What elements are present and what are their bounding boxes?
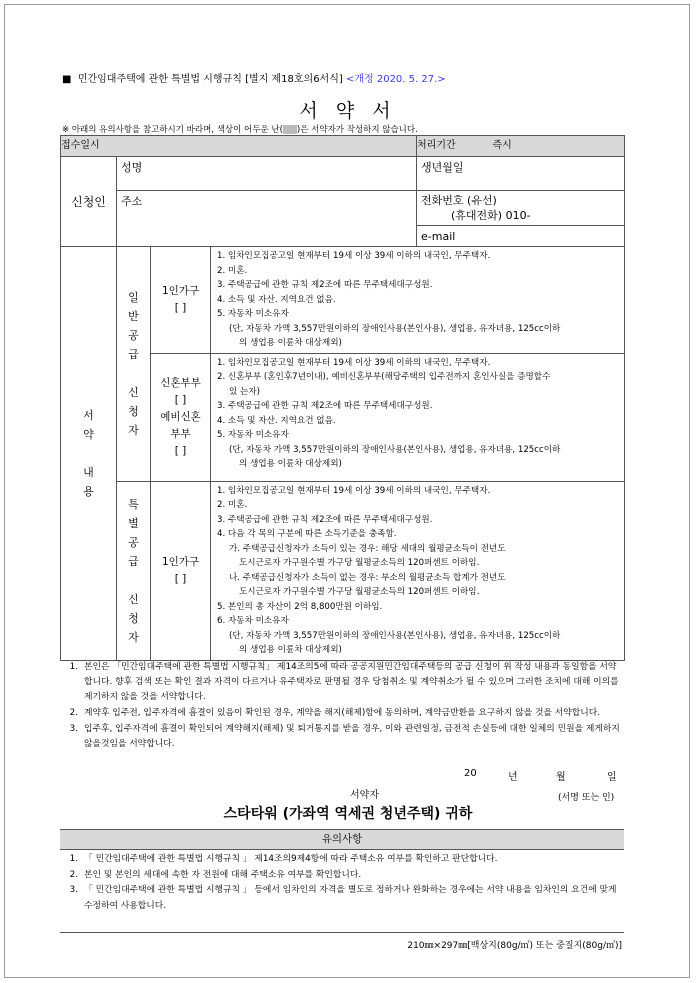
term-number: 2. xyxy=(69,708,78,718)
name-field[interactable] xyxy=(117,157,417,191)
date-day-label: 일 xyxy=(607,772,617,783)
special-label-char: 별 xyxy=(128,516,139,530)
notice-number: 3. xyxy=(69,885,78,895)
notice-number: 2. xyxy=(69,869,78,880)
household-type-label: 예비신혼 xyxy=(160,410,201,423)
condition-subitem: 도시근로자 가구원수별 가구당 월평균소득의 120퍼센트 이하임. xyxy=(239,587,480,597)
phone-field[interactable] xyxy=(417,191,625,226)
address-label: 주소 xyxy=(121,195,143,208)
household-type-label: 1인가구 xyxy=(161,284,200,297)
notice-text: 「 민간임대주택에 관한 특별법 시행규칙 」 등에서 임차인의 자격을 별도로 정하거나 완화하는 경우에는 서약 내용을 임차인의 요건에 맞게 수정하여 사용합니다. xyxy=(84,885,617,911)
applicant-section-label: 신청인 xyxy=(61,157,117,247)
special-supply-label xyxy=(117,481,151,660)
notice-text: 「 민간임대주택에 관한 특별법 시행규칙 」 제14조의9제4항에 따라 주택소유 여부를 확인하고 판단합니다. xyxy=(84,854,498,864)
condition-item: 있 는자) xyxy=(229,386,260,397)
email-field[interactable] xyxy=(417,226,625,247)
amendment-date: <개정 2020. 5. 27.> xyxy=(345,74,446,85)
note-text-after: )은 서약자가 작성하지 않습니다. xyxy=(296,125,418,135)
law-reference: 민간임대주택에 관한 특별법 시행규칙 [별지 제18호의6서식] xyxy=(77,74,343,85)
checkbox-mark: [ ] xyxy=(174,572,187,585)
newlywed-conditions xyxy=(211,353,625,481)
term-item xyxy=(62,660,622,705)
pledge-form-table xyxy=(60,135,625,661)
bullet-icon: ■ xyxy=(62,74,72,85)
condition-subitem: (단, 자동차 가액 3,557만원이하의 장애인사용(본인사용), 생업용, 유자녀용, 125cc이하 xyxy=(229,323,561,334)
special-label-char: 특 xyxy=(128,497,139,511)
term-text: 본인은 「민간임대주택에 관한 특별법 시행규칙」 제14조의5에 따라 공공지원민간임대주택등의 공급 신청이 위 작성 내용과 동일함을 서약합니다. 향후 검색 또는 확인 결과 자격이 다르거나 유주택자로 판명될 경우 당첨취소 및 계약취소가 될 수 있으며 그러한 조치에 대해 이의를 제기하지 않을 것을 서약합니다. xyxy=(84,662,619,702)
date-year-prefix[interactable]: 20 xyxy=(464,768,477,779)
general-label-char: 급 xyxy=(128,347,139,361)
condition-subitem: (단, 자동차 가액 3,557만원이하의 장애인사용(본인사용), 생업용, 유자녀용, 125cc이하 xyxy=(229,444,561,455)
page-title: 서 약 서 xyxy=(299,100,397,122)
condition-subitem: 가. 주택공급신청자가 소득이 있는 경우: 해당 세대의 월평균소득이 전년도 xyxy=(229,543,506,554)
term-text: 입주후, 입주자격에 흠결이 확인되어 계약해지(해제) 및 퇴거통지를 받을 경우, 이와 관련일정, 금전적 손실등에 대한 일체의 민원을 제게하지 않을것임을 서약합니다. xyxy=(84,724,620,749)
special-label-char: 공 xyxy=(128,535,139,549)
newlywed-checkbox[interactable] xyxy=(151,353,211,481)
pledge-label-char: 약 xyxy=(83,427,94,441)
special-label-char xyxy=(117,571,150,590)
general-label-char xyxy=(117,364,150,383)
mobile-label: (휴대전화) 010- xyxy=(451,209,531,222)
special-label-char: 급 xyxy=(128,554,139,568)
general-label-char: 반 xyxy=(128,309,139,323)
condition-item: 4. 소득 및 자산. 지역요건 없음. xyxy=(217,415,336,426)
address-field[interactable] xyxy=(117,191,417,247)
processing-period-label: 처리기간 xyxy=(417,136,493,157)
footer-divider xyxy=(60,932,624,933)
notices-title: 유의사항 xyxy=(60,829,624,850)
special-single-conditions xyxy=(211,481,625,660)
notice-text: 본인 및 본인의 세대에 속한 자 전원에 대해 주택소유 여부를 확인합니다. xyxy=(84,869,362,880)
condition-item: 5. 자동차 미소유자 xyxy=(217,309,289,319)
general-label-char: 공 xyxy=(128,328,139,342)
condition-item: 4. 소득 및 자산. 지역요건 없음. xyxy=(217,294,336,305)
dob-label: 생년월일 xyxy=(421,161,464,174)
condition-item: 2. 미혼. xyxy=(217,500,248,510)
processing-period-value: 즉시 xyxy=(493,136,625,157)
condition-item: 1. 임차인모집공고일 현재부터 19세 이상 39세 이하의 내국인, 무주택자. xyxy=(217,485,491,496)
date-year-label: 년 xyxy=(508,772,518,783)
condition-item: 6. 자동차 미소유자 xyxy=(217,616,289,626)
general-label-char: 신 xyxy=(128,385,139,399)
household-type-label: 신혼부부 xyxy=(160,376,201,389)
paper-spec: 210㎜×297㎜[백상지(80g/㎡) 또는 중질지(80g/㎡)] xyxy=(407,941,622,951)
notices-list xyxy=(62,852,622,914)
special-single-checkbox[interactable] xyxy=(151,481,211,660)
term-item xyxy=(62,722,622,752)
recipient: 스타타워 (가좌역 역세권 청년주택) 귀하 xyxy=(223,806,473,822)
notice-item xyxy=(62,868,622,884)
receipt-row xyxy=(61,136,625,157)
condition-item: 5. 본인의 총 자산이 2억 8,800만원 이하임. xyxy=(217,601,383,612)
receipt-date-label: 접수일시 xyxy=(61,136,417,157)
signature-field[interactable]: (서명 또는 인) xyxy=(558,793,615,803)
checkbox-mark: [ ] xyxy=(174,393,187,406)
notice-item xyxy=(62,883,622,914)
condition-item: 3. 주택공급에 관한 규칙 제2조에 따른 무주택세대구성원. xyxy=(217,401,433,411)
term-item xyxy=(62,706,622,721)
date-month-label: 월 xyxy=(556,772,566,783)
condition-item: 2. 미혼. xyxy=(217,265,248,276)
note-text-before: ※ 아래의 유의사항을 참고하시기 바라며, 색상이 어두운 난( xyxy=(62,125,283,135)
dob-field[interactable] xyxy=(417,157,625,191)
notice-number: 1. xyxy=(69,854,78,864)
general-single-checkbox[interactable] xyxy=(151,247,211,354)
condition-item: 1. 임차인모집공고일 현재부터 19세 이상 39세 이하의 내국인, 무주택자. xyxy=(217,251,491,261)
special-label-char: 자 xyxy=(128,630,139,644)
general-label-char: 일 xyxy=(128,290,139,304)
condition-item: 3. 주택공급에 관한 규칙 제2조에 따른 무주택세대구성원. xyxy=(217,280,433,290)
condition-subitem: 나. 주택공급신청자가 소득이 없는 경우: 부소의 월평균소득 합계가 전년도 xyxy=(229,572,506,583)
condition-subitem: 의 생업용 이륜차 대상제외) xyxy=(239,459,342,469)
household-type-label: 부부 xyxy=(170,427,191,440)
condition-subitem: 도시근로자 가구원수별 가구당 월평균소득의 120퍼센트 이하임. xyxy=(239,558,480,568)
condition-item: 5. 자동차 미소유자 xyxy=(217,430,289,440)
pledge-label-char: 내 xyxy=(83,465,94,479)
signer-label: 서약자 xyxy=(350,790,379,801)
pledge-label-char xyxy=(61,444,116,463)
general-label-char: 청 xyxy=(128,404,139,418)
term-number: 3. xyxy=(69,724,78,734)
special-label-char: 청 xyxy=(128,611,139,625)
general-label-char: 자 xyxy=(128,423,139,437)
condition-subitem: 의 생업용 이륜차 대상제외) xyxy=(239,338,342,348)
checkbox-mark: [ ] xyxy=(174,301,187,314)
general-supply-label xyxy=(117,247,151,482)
condition-item: 2. 신혼부부 (혼인후7년이내), 예비신혼부부(해당주택의 입주전까지 혼인사실을 증명할수 xyxy=(217,372,551,382)
general-single-conditions xyxy=(211,247,625,354)
pledge-terms xyxy=(62,660,622,753)
term-text: 계약후 입주전, 입주자격에 흠결이 있음이 확인된 경우, 계약을 해지(해제)함에 동의하며, 계약금반환을 요구하지 않을 것을 서약합니다. xyxy=(84,708,601,718)
condition-subitem: 의 생업용 이륜차 대상제외) xyxy=(239,645,342,655)
form-header xyxy=(62,70,446,85)
checkbox-mark: [ ] xyxy=(174,444,187,457)
shaded-sample-box xyxy=(283,125,297,134)
name-label: 성명 xyxy=(121,161,143,174)
condition-item: 4. 다음 각 목의 구분에 따른 소득기준을 충족함. xyxy=(217,529,397,539)
condition-subitem: (단, 자동차 가액 3,557만원이하의 장애인사용(본인사용), 생업용, 유자녀용, 125cc이하 xyxy=(229,630,561,641)
special-label-char: 신 xyxy=(128,592,139,606)
term-number: 1. xyxy=(69,662,78,672)
phone-label: 전화번호 (유선) xyxy=(421,194,497,207)
pledge-label-char: 서 xyxy=(83,408,94,422)
pledge-label-char: 용 xyxy=(83,484,94,498)
condition-item: 3. 주택공급에 관한 규칙 제2조에 따른 무주택세대구성원. xyxy=(217,514,433,525)
email-label: e-mail xyxy=(421,229,456,243)
instruction-note xyxy=(62,123,418,135)
condition-item: 1. 임차인모집공고일 현재부터 19세 이상 39세 이하의 내국인, 무주택자. xyxy=(217,357,491,368)
pledge-section-label xyxy=(61,247,117,661)
notice-item xyxy=(62,852,622,868)
household-type-label: 1인가구 xyxy=(161,555,200,568)
